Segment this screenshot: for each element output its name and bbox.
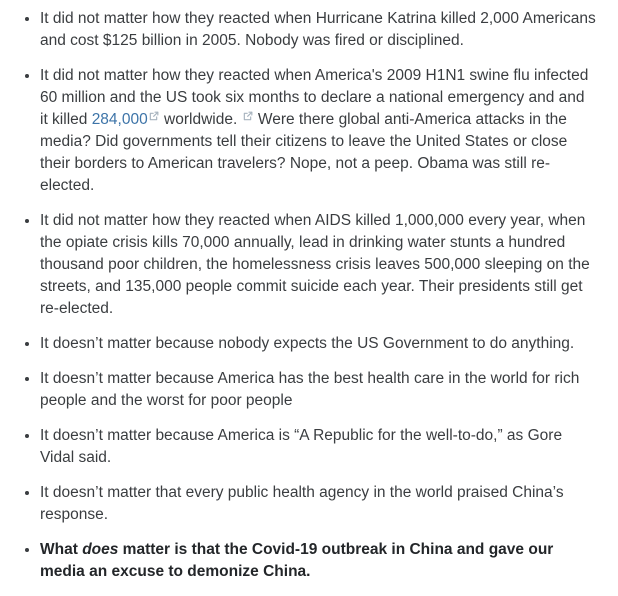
bullet-item-aids-opiates — [40, 209, 596, 320]
bullet-text: It doesn’t matter because America is “A Republic for the well-to-do,” as Gore Vidal said. — [40, 427, 563, 466]
bullet-text: It doesn’t matter because nobody expects the US Government to do anything. — [40, 335, 575, 352]
bullet-text: It doesn’t matter that every public health agency in the world praised China’s response. — [40, 484, 564, 523]
bullet-item-gore-vidal — [40, 424, 596, 469]
emphasis-text: does — [82, 541, 119, 558]
external-link-icon[interactable] — [149, 111, 159, 121]
bullet-item-nobody-expects — [40, 332, 596, 355]
bullet-text: It did not matter how they reacted when AIDS killed 1,000,000 every year, when the opiate crisis kills 70,000 annually, lead in drinking water stunts a hundred thousand poor children, the homelessness crisis leaves 500,000 sleeping on the streets, and 135,000 people commit suicide each year. Their presidents still get re-elected. — [40, 212, 590, 317]
bullet-item-health-care — [40, 367, 596, 412]
bullet-text: worldwide. — [159, 111, 242, 128]
bullet-text: It did not matter how they reacted when Hurricane Katrina killed 2,000 Americans and cost $125 billion in 2005. Nobody was fired or disciplined. — [40, 10, 596, 49]
bullet-item-public-health-agency — [40, 481, 596, 526]
bullet-text: Were there global anti-America attacks in the media? Did governments tell their citizens to leave the United States or close their borders to American travelers? Nope, not a peep. Obama was still re-elected. — [40, 111, 568, 194]
external-link-icon[interactable] — [243, 111, 253, 121]
bullet-item-h1n1 — [40, 64, 596, 197]
bullet-text: matter is that the Covid-19 outbreak in China and gave our media an excuse to demonize China. — [40, 541, 554, 580]
bullet-text: It doesn’t matter because America has the best health care in the world for rich people and the worst for poor people — [40, 370, 580, 409]
deaths-count-link[interactable]: 284,000 — [91, 111, 148, 128]
bullet-item-what-does-matter — [40, 538, 596, 583]
bullet-item-katrina — [40, 7, 596, 52]
bullet-text: It did not matter how they reacted when America's 2009 H1N1 swine flu infected 60 million and the US took six months to declare a national emergency and and it killed — [40, 67, 589, 128]
bullet-text: What — [40, 541, 83, 558]
